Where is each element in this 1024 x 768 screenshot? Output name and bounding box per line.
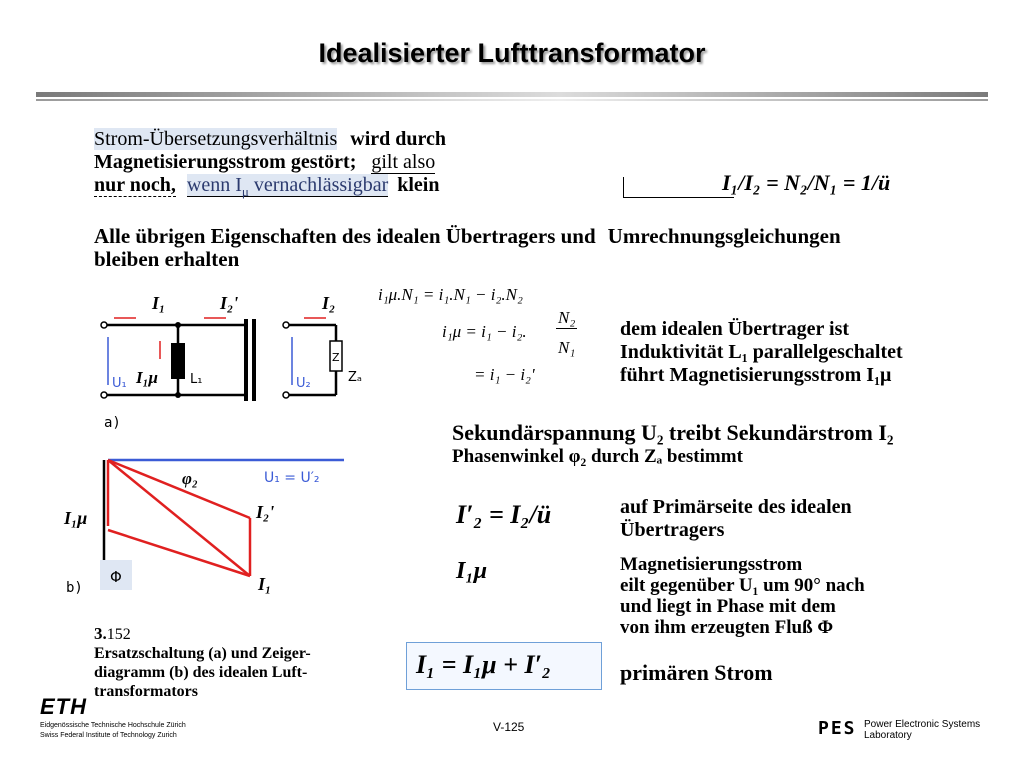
- title-rule-thin: [36, 99, 988, 101]
- mid-text: [94, 225, 841, 271]
- top-text-block: [94, 128, 534, 203]
- text-ideal-2: Induktivität L₁ parallelgeschaltet: [620, 341, 903, 363]
- figure-caption: [94, 624, 384, 701]
- caption-line-1: Ersatzschaltung (a) und Zeiger-: [94, 645, 311, 662]
- eth-line-1: Eidgenössische Technische Hochschule Zürich: [40, 722, 186, 729]
- ratio-equation: I₁/I₂ = N₂/N₁ = 1/ü: [722, 170, 891, 195]
- circuit-label-l1: L₁: [190, 372, 203, 387]
- equation-3: = i₁ − i₂': [474, 365, 535, 384]
- eth-line-2: Swiss Federal Institute of Technology Zurich: [40, 732, 177, 739]
- terminal: [283, 322, 289, 328]
- page-title: Idealisierter Lufttransformator: [318, 38, 706, 68]
- secondary-text: [452, 420, 894, 468]
- circuit-label-i2p: I₂': [220, 293, 239, 313]
- circuit-label-za: Zₐ: [348, 370, 362, 385]
- text-sek-1: Sekundärspannung U₂ treibt Sekundärstrom I₂: [452, 420, 894, 445]
- circuit-label-u2: U₂: [296, 376, 311, 391]
- primary-equation: I₁ = I₁μ + I′₂: [416, 650, 551, 679]
- text-wenn-imu: [187, 174, 388, 197]
- circuit-label-u1: U₁: [112, 376, 127, 391]
- ideal-text: [620, 318, 903, 387]
- text-other-props: Alle übrigen Eigenschaften des idealen Übertragers und: [94, 224, 596, 248]
- text-wenn-i: wenn I: [186, 174, 242, 196]
- ratio-equation-frame: [623, 177, 734, 198]
- text-klein: klein: [397, 174, 440, 196]
- phasor-label-phi: Φ: [110, 568, 122, 586]
- text-nur-noch: nur noch,: [94, 174, 176, 196]
- i2prime-equation: I′₂ = I₂/ü: [456, 500, 552, 529]
- text-remain: bleiben erhalten: [94, 247, 240, 271]
- circuit-label-a: a): [104, 415, 121, 431]
- pes-line-1: Power Electronic Systems: [864, 719, 981, 730]
- text-magnetisierungsstrom: Magnetisierungsstrom gestört;: [94, 151, 357, 173]
- i2prime-desc: [620, 496, 852, 542]
- phasor-label-i1: I₁: [258, 574, 272, 594]
- text-mag-4: von ihm erzeugten Fluß Φ: [620, 617, 834, 638]
- text-i2p-1: auf Primärseite des idealen: [620, 496, 852, 518]
- page-number: V-125: [493, 720, 525, 734]
- circuit-label-i2: I₂: [322, 293, 336, 313]
- caption-line-2: diagramm (b) des idealen Luft-: [94, 664, 308, 681]
- caption-line-3: transformators: [94, 683, 198, 700]
- equation-2-left: i₁μ = i₁ − i₂.: [442, 322, 527, 341]
- terminal: [101, 392, 107, 398]
- magnetizing-text: [620, 554, 865, 638]
- phasor-i1: [108, 460, 250, 576]
- text-ideal-3: führt Magnetisierungsstrom I₁μ: [620, 364, 892, 386]
- text-gilt-also: gilt also: [371, 151, 436, 173]
- i1mu-label: I₁μ: [456, 558, 488, 584]
- circuit-label-i1mu: I₁μ: [136, 368, 158, 387]
- pes-line-2: Laboratory: [864, 730, 912, 741]
- phasor-label-i2p: I₂': [256, 502, 275, 522]
- text-current-ratio: Strom-Übersetzungsverhältnis: [94, 128, 338, 150]
- junction: [175, 322, 181, 328]
- pes-logo: PES: [818, 718, 857, 739]
- text-ideal-1: dem idealen Übertrager ist: [620, 318, 850, 340]
- phasor-label-i1mu: I₁μ: [64, 508, 88, 528]
- eth-logo: ETH: [40, 694, 87, 719]
- equivalent-circuit: [94, 285, 394, 435]
- circuit-label-i1: I₁: [152, 293, 166, 313]
- primary-label: primären Strom: [620, 660, 773, 685]
- terminal: [283, 392, 289, 398]
- title-rule: [36, 92, 988, 97]
- text-vernachlaessigbar: vernachlässigbar: [248, 174, 389, 196]
- pes-text: [864, 719, 980, 741]
- text-wird-durch: wird durch: [350, 128, 447, 150]
- text-mag-1: Magnetisierungsstrom: [620, 554, 803, 575]
- eth-text: [40, 721, 186, 741]
- phasor-i2p: [108, 460, 250, 518]
- phasor-label-b: b): [66, 580, 83, 596]
- caption-num: 3.: [94, 624, 107, 643]
- equation-2-den: N₁: [558, 338, 576, 357]
- phasor-label-u1: U₁ = U′₂: [264, 470, 320, 486]
- terminal: [101, 322, 107, 328]
- text-mag-2: eilt gegenüber U₁ um 90° nach: [620, 575, 865, 596]
- text-mag-3: und liegt in Phase mit dem: [620, 596, 836, 617]
- equation-2-num: N₂: [558, 308, 576, 327]
- text-sek-2: Phasenwinkel φ₂ durch Zₐ bestimmt: [452, 446, 743, 467]
- text-i2p-2: Übertragers: [620, 519, 725, 541]
- text-mu: μ: [241, 184, 249, 199]
- inductor-l1: [171, 343, 185, 379]
- equation-1: i₁μ.N₁ = i₁.N₁ − i₂.N₂: [378, 285, 523, 304]
- junction: [175, 392, 181, 398]
- caption-num2: 152: [106, 626, 131, 643]
- circuit-label-z: Z: [332, 351, 340, 364]
- phasor-label-phi2: φ₂: [182, 469, 198, 488]
- text-umrechnung: Umrechnungsgleichungen: [607, 224, 841, 248]
- phasor-diagram: [60, 440, 360, 610]
